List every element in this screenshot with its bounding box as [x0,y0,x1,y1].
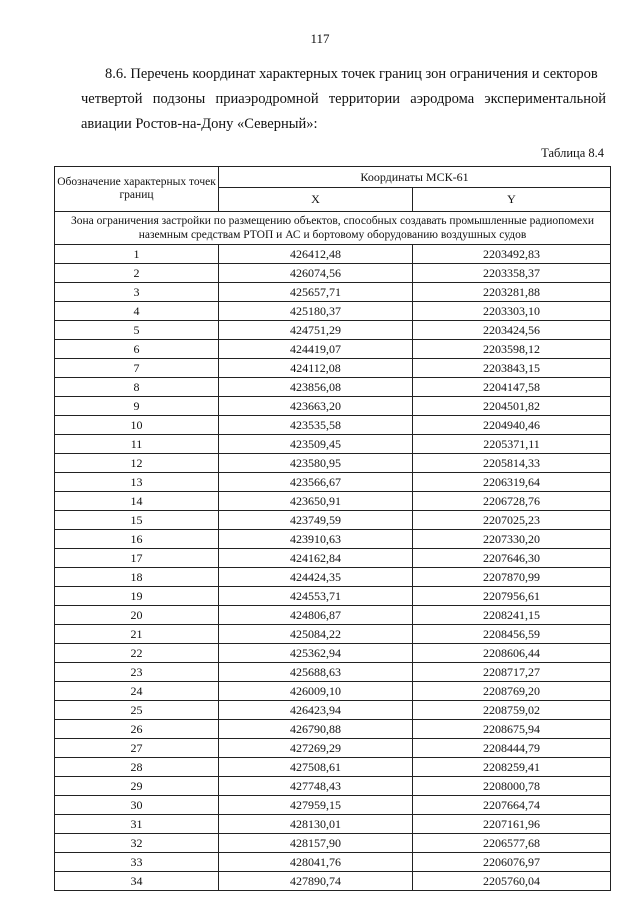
y-coordinate-cell: 2204501,82 [413,397,611,416]
point-number-cell: 31 [55,815,219,834]
x-coordinate-cell: 426009,10 [219,682,413,701]
point-number-cell: 11 [55,435,219,454]
y-coordinate-cell: 2208456,59 [413,625,611,644]
heading-line-3: авиации Ростов-на-Дону «Северный»: [81,116,318,132]
y-coordinate-cell: 2203303,10 [413,302,611,321]
point-number-cell: 19 [55,587,219,606]
point-number-cell: 10 [55,416,219,435]
point-number-cell: 33 [55,853,219,872]
y-coordinate-cell: 2205814,33 [413,454,611,473]
table-row [55,853,611,872]
point-number-cell: 23 [55,663,219,682]
y-coordinate-cell: 2206319,64 [413,473,611,492]
table-row [55,245,611,264]
y-coordinate-cell: 2203598,12 [413,340,611,359]
y-coordinate-cell: 2204940,46 [413,416,611,435]
x-coordinate-cell: 425084,22 [219,625,413,644]
x-coordinate-cell: 425180,37 [219,302,413,321]
table-row [55,739,611,758]
column-header-point: Обозначение характерных точек границ [55,167,219,212]
section-heading [81,62,606,137]
point-number-cell: 7 [55,359,219,378]
table-row [55,663,611,682]
table-row [55,492,611,511]
point-number-cell: 13 [55,473,219,492]
x-coordinate-cell: 425688,63 [219,663,413,682]
y-coordinate-cell: 2208759,02 [413,701,611,720]
x-coordinate-cell: 427959,15 [219,796,413,815]
point-number-cell: 20 [55,606,219,625]
table-row [55,435,611,454]
x-coordinate-cell: 423566,67 [219,473,413,492]
point-number-cell: 29 [55,777,219,796]
point-number-cell: 34 [55,872,219,891]
point-number-cell: 25 [55,701,219,720]
y-coordinate-cell: 2207870,99 [413,568,611,587]
y-coordinate-cell: 2205371,11 [413,435,611,454]
x-coordinate-cell: 423663,20 [219,397,413,416]
x-coordinate-cell: 423910,63 [219,530,413,549]
y-coordinate-cell: 2208444,79 [413,739,611,758]
y-coordinate-cell: 2207161,96 [413,815,611,834]
table-row [55,359,611,378]
y-coordinate-cell: 2208675,94 [413,720,611,739]
point-number-cell: 6 [55,340,219,359]
table-row [55,834,611,853]
point-number-cell: 22 [55,644,219,663]
table-row [55,606,611,625]
point-number-cell: 26 [55,720,219,739]
table-row [55,701,611,720]
y-coordinate-cell: 2206076,97 [413,853,611,872]
x-coordinate-cell: 423580,95 [219,454,413,473]
y-coordinate-cell: 2207025,23 [413,511,611,530]
x-coordinate-cell: 426790,88 [219,720,413,739]
x-coordinate-cell: 424112,08 [219,359,413,378]
y-coordinate-cell: 2208717,27 [413,663,611,682]
table-caption: Таблица 8.4 [541,146,604,160]
table-row [55,454,611,473]
y-coordinate-cell: 2207664,74 [413,796,611,815]
y-coordinate-cell: 2207646,30 [413,549,611,568]
x-coordinate-cell: 424553,71 [219,587,413,606]
point-number-cell: 16 [55,530,219,549]
point-number-cell: 18 [55,568,219,587]
point-number-cell: 32 [55,834,219,853]
y-coordinate-cell: 2203843,15 [413,359,611,378]
table-row [55,378,611,397]
table-row [55,815,611,834]
page-number: 117 [310,31,330,46]
point-number-cell: 3 [55,283,219,302]
table-row [55,397,611,416]
x-coordinate-cell: 427508,61 [219,758,413,777]
table-row [55,682,611,701]
y-coordinate-cell: 2203358,37 [413,264,611,283]
heading-line-1: 8.6. Перечень координат характерных точек границ зон ограничения и секторов [105,66,598,82]
y-coordinate-cell: 2208769,20 [413,682,611,701]
table-row [55,340,611,359]
table-row [55,720,611,739]
point-number-cell: 21 [55,625,219,644]
point-number-cell: 4 [55,302,219,321]
x-coordinate-cell: 424751,29 [219,321,413,340]
y-coordinate-cell: 2204147,58 [413,378,611,397]
x-coordinate-cell: 424162,84 [219,549,413,568]
table-row [55,302,611,321]
y-coordinate-cell: 2206728,76 [413,492,611,511]
x-coordinate-cell: 424424,35 [219,568,413,587]
table-row [55,568,611,587]
table-row [55,758,611,777]
x-coordinate-cell: 423509,45 [219,435,413,454]
x-coordinate-cell: 428130,01 [219,815,413,834]
point-number-cell: 8 [55,378,219,397]
table-row [55,777,611,796]
x-coordinate-cell: 427890,74 [219,872,413,891]
point-number-cell: 1 [55,245,219,264]
x-coordinate-cell: 426412,48 [219,245,413,264]
table-row [55,587,611,606]
table-row [55,549,611,568]
x-coordinate-cell: 428157,90 [219,834,413,853]
table-row [55,872,611,891]
table-row [55,511,611,530]
y-coordinate-cell: 2208606,44 [413,644,611,663]
x-coordinate-cell: 425362,94 [219,644,413,663]
x-coordinate-cell: 427269,29 [219,739,413,758]
y-coordinate-cell: 2206577,68 [413,834,611,853]
column-header-coordinates: Координаты МСК-61 [219,167,611,188]
table-row [55,321,611,340]
x-coordinate-cell: 424419,07 [219,340,413,359]
x-coordinate-cell: 426423,94 [219,701,413,720]
x-coordinate-cell: 423749,59 [219,511,413,530]
point-number-cell: 27 [55,739,219,758]
table-row [55,530,611,549]
x-coordinate-cell: 424806,87 [219,606,413,625]
table-row [55,644,611,663]
coordinates-table [54,166,611,891]
point-number-cell: 5 [55,321,219,340]
y-coordinate-cell: 2203424,56 [413,321,611,340]
point-number-cell: 12 [55,454,219,473]
point-number-cell: 2 [55,264,219,283]
y-coordinate-cell: 2205760,04 [413,872,611,891]
point-number-cell: 30 [55,796,219,815]
table-row [55,473,611,492]
y-coordinate-cell: 2208241,15 [413,606,611,625]
x-coordinate-cell: 428041,76 [219,853,413,872]
table-row [55,625,611,644]
x-coordinate-cell: 423650,91 [219,492,413,511]
point-number-cell: 28 [55,758,219,777]
point-number-cell: 15 [55,511,219,530]
y-coordinate-cell: 2207330,20 [413,530,611,549]
point-number-cell: 9 [55,397,219,416]
table-row [55,283,611,302]
x-coordinate-cell: 425657,71 [219,283,413,302]
heading-line-2: четвертой подзоны приаэродромной территории аэродрома экспериментальной [81,91,606,107]
y-coordinate-cell: 2208000,78 [413,777,611,796]
y-coordinate-cell: 2208259,41 [413,758,611,777]
table-row [55,416,611,435]
point-number-cell: 14 [55,492,219,511]
point-number-cell: 24 [55,682,219,701]
column-header-y: Y [413,187,611,211]
y-coordinate-cell: 2207956,61 [413,587,611,606]
x-coordinate-cell: 426074,56 [219,264,413,283]
x-coordinate-cell: 423535,58 [219,416,413,435]
table-row [55,264,611,283]
x-coordinate-cell: 427748,43 [219,777,413,796]
y-coordinate-cell: 2203492,83 [413,245,611,264]
y-coordinate-cell: 2203281,88 [413,283,611,302]
zone-title: Зона ограничения застройки по размещению объектов, способных создавать промышленные радиопомехи наземным средствам РТОП и АС и бортовому оборудованию воздушных судов [55,212,611,245]
x-coordinate-cell: 423856,08 [219,378,413,397]
table-row [55,796,611,815]
point-number-cell: 17 [55,549,219,568]
column-header-x: X [219,187,413,211]
